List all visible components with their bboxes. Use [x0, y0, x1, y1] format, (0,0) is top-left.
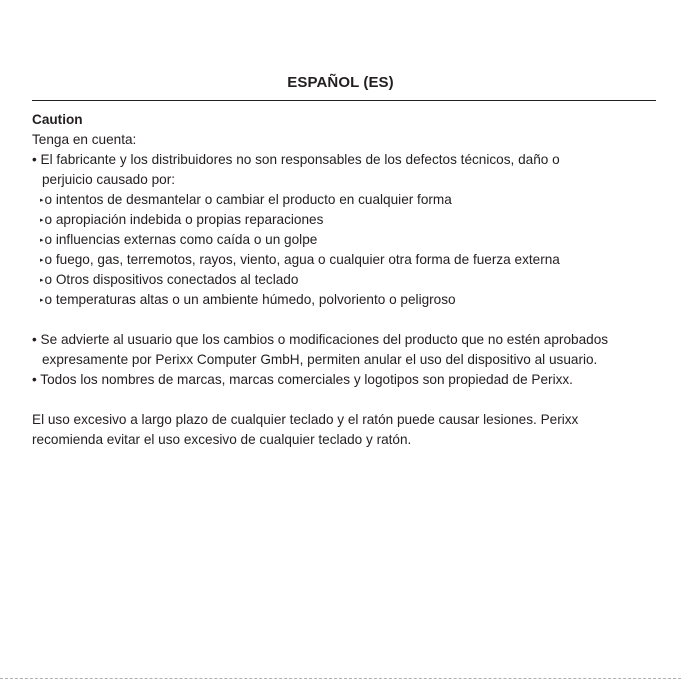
warning-line2: recomienda evitar el uso excesivo de cualquier teclado y ratón.	[32, 432, 412, 447]
bullet-manufacturer-line1: • El fabricante y los distribuidores no son responsables de los defectos técnicos, daño o	[32, 152, 560, 167]
triangle-bullet-icon: ▸	[40, 277, 44, 284]
bullet-trademarks: • Todos los nombres de marcas, marcas comerciales y logotipos son propiedad de Perixx.	[32, 372, 573, 387]
caution-title: Caution	[32, 112, 83, 127]
sub-item: ▸o Otros dispositivos conectados al teclado	[32, 270, 662, 290]
bullet-modifications-line1: • Se advierte al usuario que los cambios o modificaciones del producto que no estén aprobados	[32, 332, 609, 347]
spacer	[32, 310, 662, 330]
section-heading: ESPAÑOL (ES)	[287, 74, 394, 91]
heading-divider	[32, 100, 656, 101]
triangle-bullet-icon: ▸	[40, 257, 44, 264]
warning-line1: El uso excesivo a largo plazo de cualquier teclado y el ratón puede causar lesiones. Perixx	[32, 412, 579, 427]
bullet-modifications-line2: expresamente por Perixx Computer GmbH, permiten anular el uso del dispositivo al usuario.	[42, 352, 598, 367]
sub-item: ▸o apropiación indebida o propias reparaciones	[32, 210, 662, 230]
sub-item: ▸o intentos de desmantelar o cambiar el producto en cualquier forma	[32, 190, 662, 210]
triangle-bullet-icon: ▸	[40, 237, 44, 244]
sub-item: ▸o influencias externas como caída o un golpe	[32, 230, 662, 250]
triangle-bullet-icon: ▸	[40, 217, 44, 224]
caution-section	[32, 110, 662, 450]
bullet-manufacturer-line2: perjuicio causado por:	[42, 172, 175, 187]
caution-intro: Tenga en cuenta:	[32, 132, 137, 147]
sub-item: ▸o temperaturas altas o un ambiente húmedo, polvoriento o peligroso	[32, 290, 662, 310]
sub-item: ▸o fuego, gas, terremotos, rayos, viento, agua o cualquier otra forma de fuerza externa	[32, 250, 662, 270]
triangle-bullet-icon: ▸	[40, 197, 44, 204]
page-bottom-edge	[0, 678, 681, 680]
spacer	[32, 390, 662, 410]
triangle-bullet-icon: ▸	[40, 297, 44, 304]
